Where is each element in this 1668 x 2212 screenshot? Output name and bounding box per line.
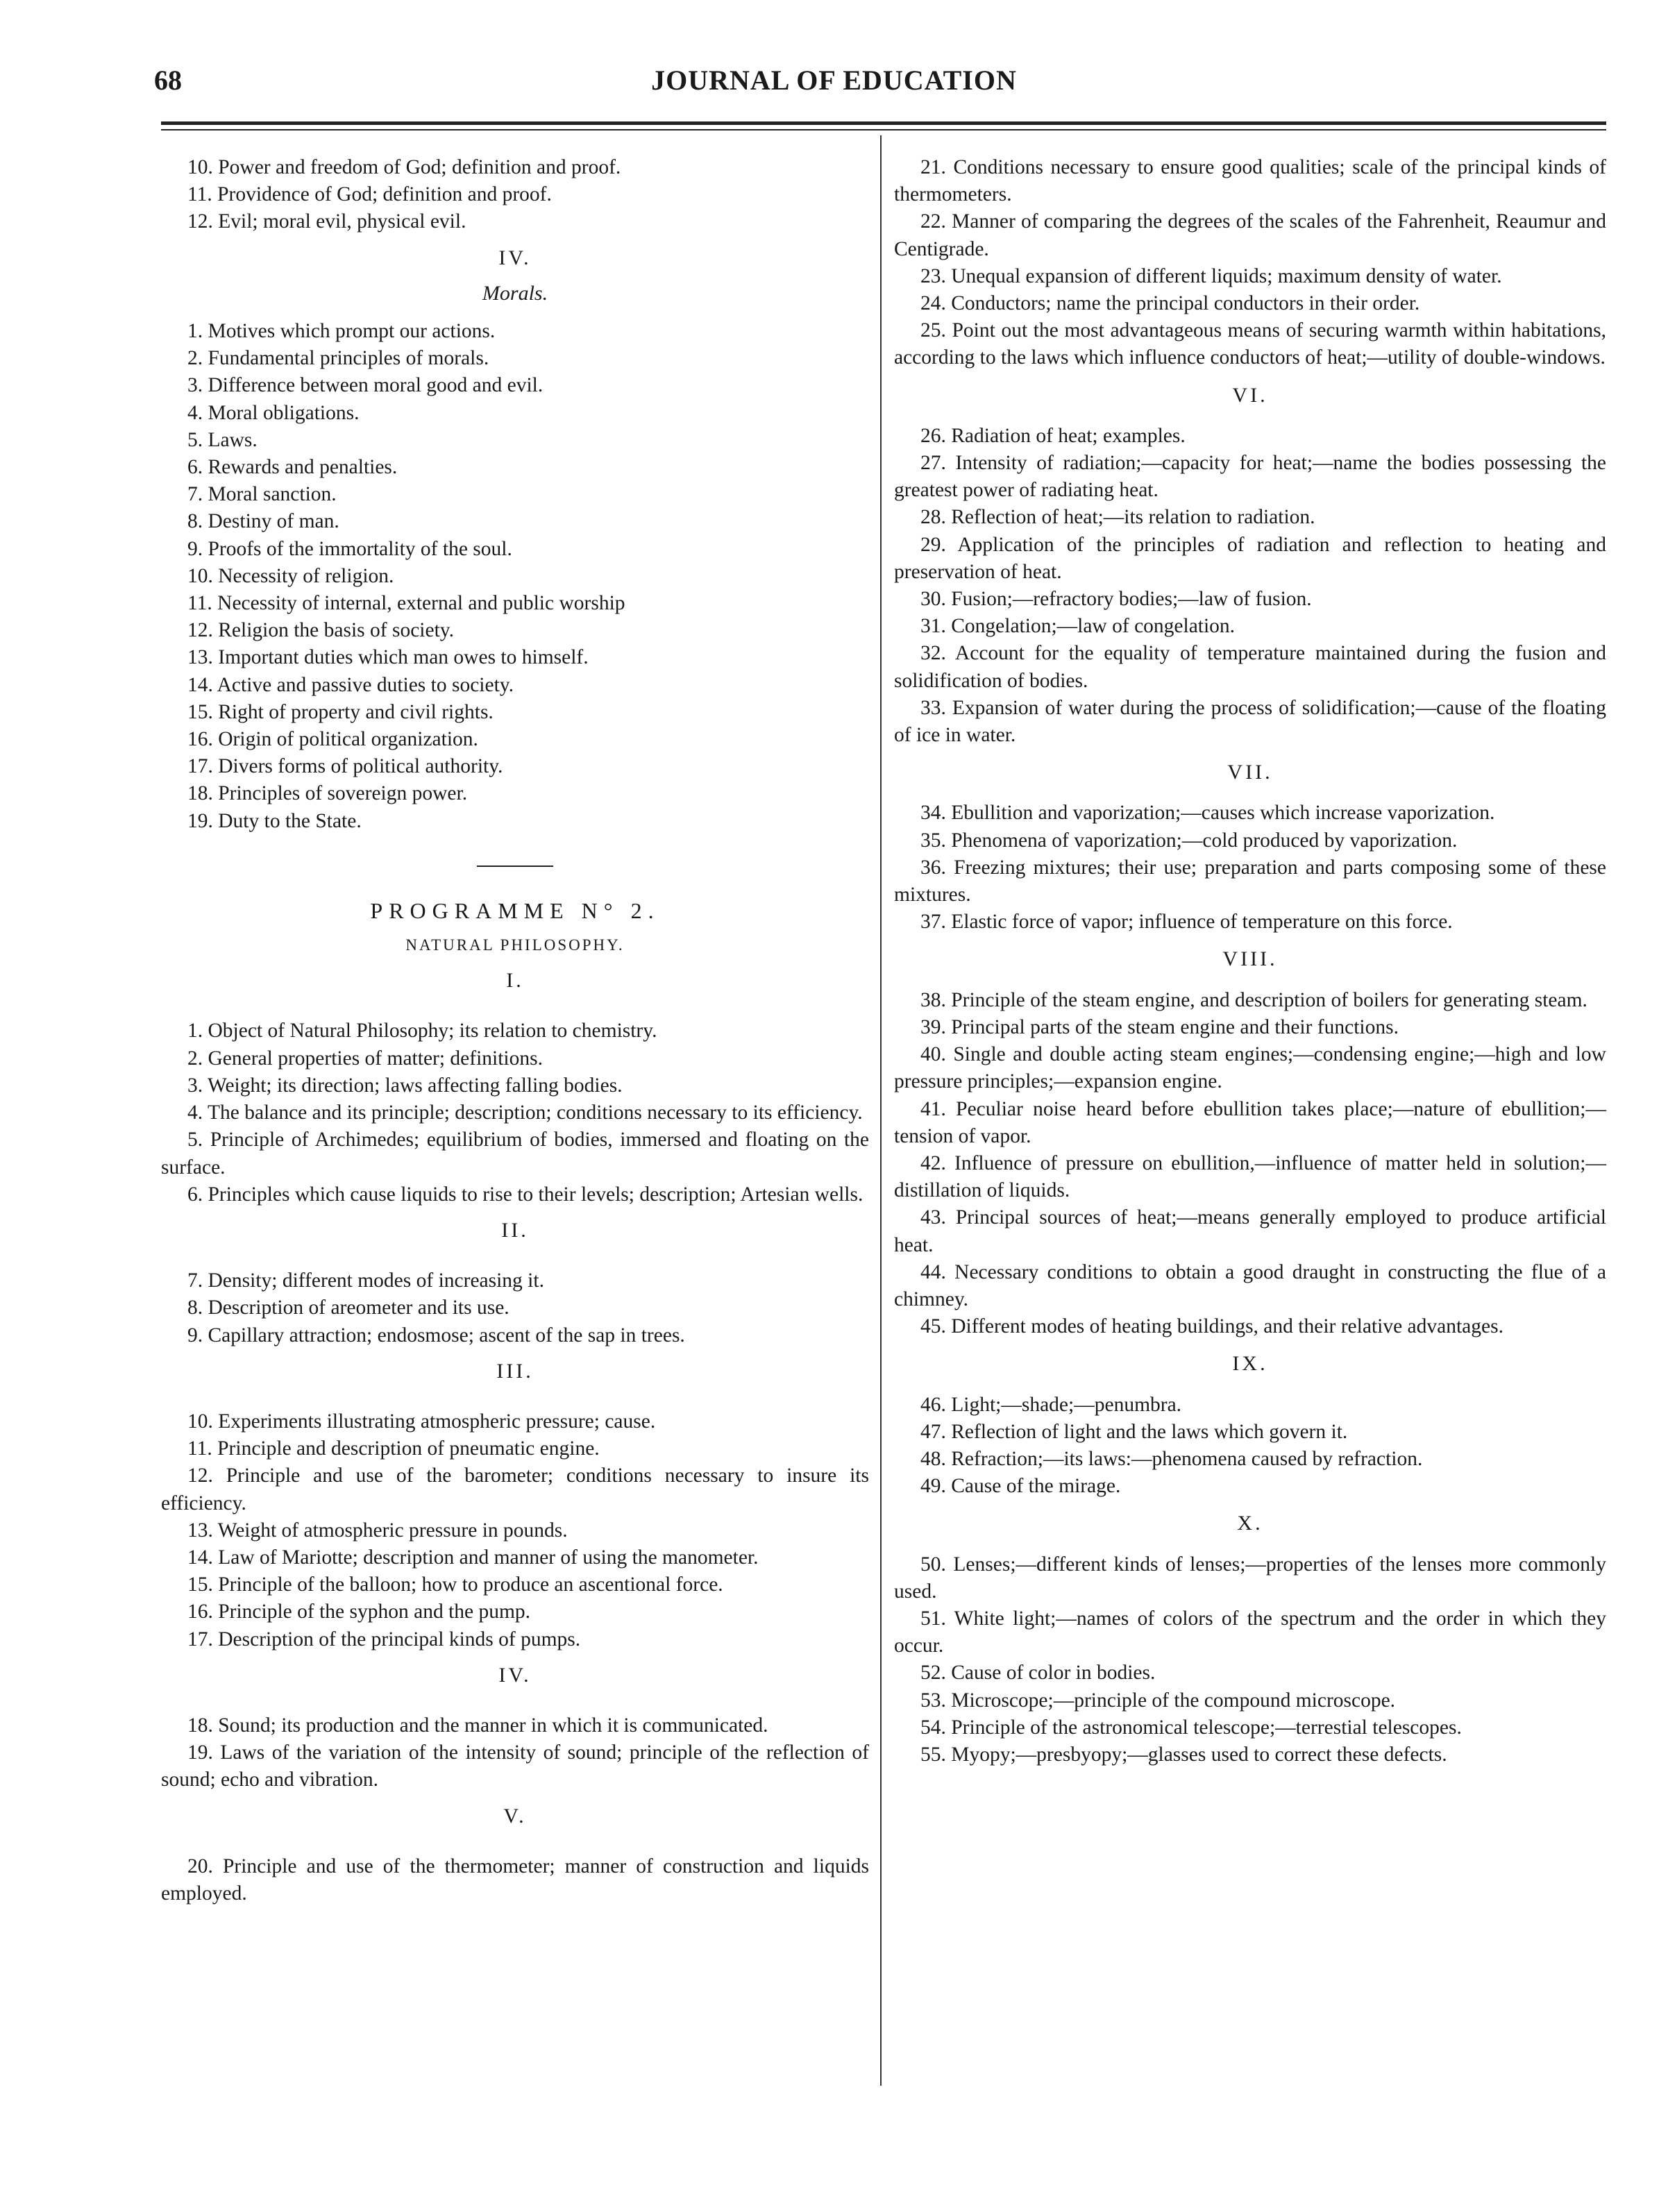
list-item: 6. Principles which cause liquids to rise to their levels; description; Artesian wells. xyxy=(187,1183,864,1206)
entry-list xyxy=(161,1018,869,1208)
list-item: 55. Myopy;—presbyopy;—glasses used to correct these defects. xyxy=(920,1743,1447,1766)
section-heading: V. xyxy=(503,1804,527,1827)
programme-title: PROGRAMME N° 2. xyxy=(370,897,660,923)
list-item: 5. Laws. xyxy=(187,428,258,451)
list-item: 14. Law of Mariotte; description and manner of using the manometer. xyxy=(187,1546,759,1569)
list-item: 9. Proofs of the immortality of the soul. xyxy=(187,537,512,560)
list-item: 18. Principles of sovereign power. xyxy=(187,782,468,805)
list-item: 43. Principal sources of heat;—means generally employed to produce artificial heat. xyxy=(894,1206,1606,1256)
page-number: 68 xyxy=(154,65,182,96)
list-item: 7. Density; different modes of increasing it. xyxy=(187,1269,544,1292)
list-item: 5. Principle of Archimedes; equilibrium of bodies, immersed and floating on the surface. xyxy=(161,1129,869,1179)
list-item: 49. Cause of the mirage. xyxy=(920,1475,1121,1498)
list-item: 16. Origin of political organization. xyxy=(187,728,478,751)
list-item: 22. Manner of comparing the degrees of the scales of the Fahrenheit, Reaumur and Centigrade. xyxy=(894,210,1606,260)
list-item: 10. Necessity of religion. xyxy=(187,564,394,587)
entry-list xyxy=(894,1392,1606,1501)
list-item: 13. Weight of atmospheric pressure in pounds. xyxy=(187,1519,568,1542)
column-divider xyxy=(880,135,882,2086)
list-item: 25. Point out the most advantageous means of securing warmth within habitations, according to the laws which influence conductors of heat;—utility of double-windows. xyxy=(894,319,1606,369)
section-heading: III. xyxy=(496,1359,534,1383)
section-heading: VIII. xyxy=(1222,947,1278,971)
entry-list xyxy=(161,318,869,835)
section-heading: VI. xyxy=(1232,383,1268,407)
list-item: 51. White light;—names of colors of the spectrum and the order in which they occur. xyxy=(894,1607,1606,1657)
list-item: 37. Elastic force of vapor; influence of temperature on this force. xyxy=(920,911,1453,934)
list-item: 46. Light;—shade;—penumbra. xyxy=(920,1393,1182,1416)
list-item: 6. Rewards and penalties. xyxy=(187,456,398,479)
list-item: 45. Different modes of heating buildings, and their relative advantages. xyxy=(920,1315,1503,1338)
list-item: 34. Ebullition and vaporization;—causes which increase vaporization. xyxy=(920,802,1495,825)
list-item: 38. Principle of the steam engine, and description of boilers for generating steam. xyxy=(920,988,1587,1011)
subject-heading: Morals. xyxy=(482,281,548,305)
list-item: 52. Cause of color in bodies. xyxy=(920,1662,1156,1685)
list-item: 28. Reflection of heat;—its relation to radiation. xyxy=(920,506,1315,529)
list-item: 53. Microscope;—principle of the compound microscope. xyxy=(920,1689,1396,1712)
entry-list xyxy=(161,1712,869,1794)
section-heading: X. xyxy=(1237,1512,1263,1535)
list-item: 42. Influence of pressure on ebullition,—influence of matter held in solution;—distillation of liquids. xyxy=(894,1151,1606,1202)
list-item: 23. Unequal expansion of different liquids; maximum density of water. xyxy=(920,264,1502,287)
list-item: 12. Evil; moral evil, physical evil. xyxy=(187,210,466,233)
list-item: 33. Expansion of water during the process of solidification;—cause of the floating of ice in water. xyxy=(894,696,1606,747)
list-item: 15. Principle of the balloon; how to produce an ascentional force. xyxy=(187,1573,723,1596)
list-item: 16. Principle of the syphon and the pump. xyxy=(187,1601,531,1623)
list-item: 2. General properties of matter; definitions. xyxy=(187,1047,543,1070)
list-item: 20. Principle and use of the thermometer; manner of construction and liquids employed. xyxy=(161,1855,869,1905)
programme-subtitle: NATURAL PHILOSOPHY. xyxy=(405,936,625,954)
left-column xyxy=(161,154,869,1907)
list-item: 29. Application of the principles of radiation and reflection to heating and preservation of heat. xyxy=(894,533,1606,583)
list-item: 48. Refraction;—its laws:—phenomena caused by refraction. xyxy=(920,1447,1423,1470)
list-item: 36. Freezing mixtures; their use; preparation and parts composing some of these mixtures. xyxy=(894,856,1606,906)
list-item: 27. Intensity of radiation;—capacity for heat;—name the bodies possessing the greatest power of radiating heat. xyxy=(894,452,1606,502)
list-item: 4. The balance and its principle; description; conditions necessary to its efficiency. xyxy=(187,1101,863,1124)
list-item: 24. Conductors; name the principal conductors in their order. xyxy=(920,292,1420,315)
entry-list xyxy=(894,800,1606,936)
running-title: JOURNAL OF EDUCATION xyxy=(651,65,1017,96)
entry-list xyxy=(161,154,869,236)
header-rule-thin xyxy=(161,129,1606,130)
entry-list xyxy=(894,1551,1606,1769)
list-item: 40. Single and double acting steam engines;—condensing engine;—high and low pressure principles;—expansion engine. xyxy=(894,1043,1606,1093)
header-rule xyxy=(161,121,1606,125)
list-item: 31. Congelation;—law of congelation. xyxy=(920,615,1236,638)
list-item: 21. Conditions necessary to ensure good qualities; scale of the principal kinds of thermometers. xyxy=(894,156,1606,206)
list-item: 8. Description of areometer and its use. xyxy=(187,1297,509,1319)
list-item: 3. Weight; its direction; laws affecting falling bodies. xyxy=(187,1074,623,1097)
list-item: 30. Fusion;—refractory bodies;—law of fusion. xyxy=(920,588,1312,611)
list-item: 8. Destiny of man. xyxy=(187,510,339,533)
list-item: 10. Power and freedom of God; definition and proof. xyxy=(187,156,621,178)
list-item: 1. Object of Natural Philosophy; its relation to chemistry. xyxy=(187,1020,657,1042)
section-heading: II. xyxy=(501,1218,529,1242)
entry-list xyxy=(161,1408,869,1653)
list-item: 9. Capillary attraction; endosmose; ascent of the sap in trees. xyxy=(187,1324,685,1346)
list-item: 4. Moral obligations. xyxy=(187,401,360,424)
section-heading: IV. xyxy=(498,1663,532,1687)
section-heading: IV. xyxy=(498,246,532,269)
list-item: 19. Laws of the variation of the intensity of sound; principle of the reflection of sound; echo and vibration. xyxy=(161,1741,869,1791)
list-item: 50. Lenses;—different kinds of lenses;—properties of the lenses more commonly used. xyxy=(894,1553,1606,1603)
list-item: 12. Religion the basis of society. xyxy=(187,619,454,642)
list-item: 44. Necessary conditions to obtain a good draught in constructing the flue of a chimney. xyxy=(894,1260,1606,1310)
list-item: 11. Necessity of internal, external and public worship xyxy=(187,592,625,615)
section-heading: I. xyxy=(506,969,524,993)
list-item: 12. Principle and use of the barometer; conditions necessary to insure its efficiency. xyxy=(161,1464,869,1514)
list-item: 32. Account for the equality of temperature maintained during the fusion and solidification of bodies. xyxy=(894,642,1606,692)
list-item: 39. Principal parts of the steam engine and their functions. xyxy=(920,1015,1399,1038)
list-item: 7. Moral sanction. xyxy=(187,483,337,506)
list-item: 10. Experiments illustrating atmospheric pressure; cause. xyxy=(187,1410,656,1433)
list-item: 47. Reflection of light and the laws which govern it. xyxy=(920,1420,1348,1443)
entry-list xyxy=(161,1267,869,1349)
list-item: 14. Active and passive duties to society. xyxy=(187,673,514,696)
entry-list xyxy=(894,987,1606,1341)
entry-list xyxy=(161,1853,869,1907)
right-column xyxy=(894,154,1606,1768)
entry-list xyxy=(894,423,1606,749)
list-item: 15. Right of property and civil rights. xyxy=(187,700,494,723)
list-item: 3. Difference between moral good and evil. xyxy=(187,374,544,397)
list-item: 18. Sound; its production and the manner in which it is communicated. xyxy=(187,1714,768,1737)
section-heading: VII. xyxy=(1227,761,1273,784)
list-item: 2. Fundamental principles of morals. xyxy=(187,347,489,370)
list-item: 11. Principle and description of pneumatic engine. xyxy=(187,1437,600,1460)
entry-list xyxy=(894,154,1606,372)
section-heading: IX. xyxy=(1232,1352,1268,1376)
list-item: 17. Divers forms of political authority. xyxy=(187,755,503,778)
list-item: 41. Peculiar noise heard before ebullition takes place;—nature of ebullition;—tension of vapor. xyxy=(894,1097,1606,1147)
separator-rule xyxy=(477,866,553,867)
list-item: 35. Phenomena of vaporization;—cold produced by vaporization. xyxy=(920,829,1458,852)
list-item: 26. Radiation of heat; examples. xyxy=(920,424,1186,447)
list-item: 19. Duty to the State. xyxy=(187,809,362,832)
list-item: 54. Principle of the astronomical telescope;—terrestial telescopes. xyxy=(920,1716,1462,1739)
list-item: 1. Motives which prompt our actions. xyxy=(187,320,496,343)
list-item: 13. Important duties which man owes to himself. xyxy=(187,646,589,669)
list-item: 17. Description of the principal kinds of pumps. xyxy=(187,1628,581,1650)
list-item: 11. Providence of God; definition and proof. xyxy=(187,183,552,206)
